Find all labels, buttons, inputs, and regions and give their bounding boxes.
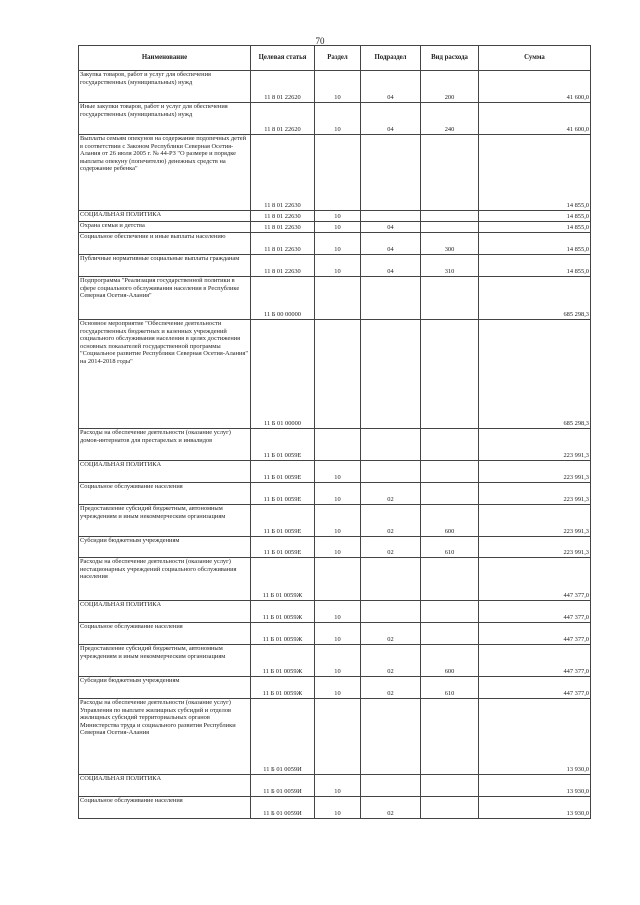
row-expense-type: 600 — [421, 645, 479, 677]
row-name: Субсидии бюджетным учреждениям — [79, 537, 251, 558]
table-row — [79, 623, 591, 645]
row-subsection — [361, 558, 421, 601]
row-expense-type — [421, 483, 479, 505]
row-target-code: 11 Б 01 0059Е — [251, 537, 315, 558]
row-section: 10 — [315, 461, 361, 483]
row-sum: 13 930,0 — [479, 797, 591, 819]
row-expense-type — [421, 601, 479, 623]
row-name: Социальное обеспечение и иные выплаты населению — [79, 233, 251, 255]
row-subsection — [361, 775, 421, 797]
table-row — [79, 601, 591, 623]
row-section: 10 — [315, 483, 361, 505]
budget-table — [78, 45, 591, 819]
row-target-code: 11 8 01 22630 — [251, 255, 315, 277]
row-section — [315, 699, 361, 775]
page-number: 70 — [315, 36, 325, 46]
row-name: Основное мероприятие "Обеспечение деятельности государственных бюджетных и казенных учреждений социального обслуживания населения в целях достижения основных показателей государственной программы "Социальное развитие Республики Северная Осетия-Алания" на 2014-2018 годы" — [79, 320, 251, 429]
row-expense-type: 200 — [421, 71, 479, 103]
row-name: Подпрограмма "Реализация государственной политики в сфере социального обслуживания населения в Республике Северная Осетия-Алания" — [79, 277, 251, 320]
table-row — [79, 505, 591, 537]
header-name: Наименование — [79, 46, 251, 71]
row-target-code: 11 8 01 22630 — [251, 135, 315, 211]
row-expense-type: 610 — [421, 537, 479, 558]
row-subsection: 02 — [361, 537, 421, 558]
row-expense-type — [421, 558, 479, 601]
row-expense-type: 240 — [421, 103, 479, 135]
table-row — [79, 103, 591, 135]
row-expense-type — [421, 135, 479, 211]
row-target-code: 11 8 01 22630 — [251, 222, 315, 233]
row-section: 10 — [315, 71, 361, 103]
row-section: 10 — [315, 211, 361, 222]
row-subsection — [361, 429, 421, 461]
row-sum: 14 855,0 — [479, 222, 591, 233]
table-row — [79, 277, 591, 320]
row-name: Охрана семьи и детства — [79, 222, 251, 233]
table-row — [79, 222, 591, 233]
row-subsection: 04 — [361, 233, 421, 255]
row-target-code: 11 Б 01 0059И — [251, 797, 315, 819]
row-target-code: 11 Б 01 0059Ж — [251, 558, 315, 601]
row-subsection: 04 — [361, 71, 421, 103]
table-row — [79, 645, 591, 677]
row-expense-type — [421, 429, 479, 461]
row-sum: 41 600,0 — [479, 103, 591, 135]
row-name: Социальное обслуживание населения — [79, 623, 251, 645]
row-expense-type — [421, 775, 479, 797]
row-name: Субсидии бюджетным учреждениям — [79, 677, 251, 699]
row-target-code: 11 8 01 22620 — [251, 103, 315, 135]
row-section — [315, 558, 361, 601]
row-sum: 41 600,0 — [479, 71, 591, 103]
row-sum: 447 377,0 — [479, 677, 591, 699]
row-sum: 447 377,0 — [479, 601, 591, 623]
table-row — [79, 255, 591, 277]
row-subsection — [361, 461, 421, 483]
row-section — [315, 135, 361, 211]
row-name: Социальное обслуживание населения — [79, 797, 251, 819]
row-subsection — [361, 601, 421, 623]
row-sum: 223 991,3 — [479, 429, 591, 461]
row-section — [315, 277, 361, 320]
row-expense-type: 310 — [421, 255, 479, 277]
row-expense-type — [421, 623, 479, 645]
table-row — [79, 775, 591, 797]
row-section: 10 — [315, 222, 361, 233]
row-sum: 447 377,0 — [479, 623, 591, 645]
table-row — [79, 429, 591, 461]
row-expense-type: 600 — [421, 505, 479, 537]
row-section: 10 — [315, 645, 361, 677]
table-row — [79, 233, 591, 255]
row-name: Выплаты семьям опекунов на содержание подопечных детей в соответствии с Законом Республики Северная Осетия-Алания от 26 июля 2005 г. № 44-РЗ "О размере и порядке выплаты опекуну (попечителю) денежных средств на содержание ребенка" — [79, 135, 251, 211]
table-row — [79, 797, 591, 819]
row-sum: 685 298,3 — [479, 320, 591, 429]
header-section: Раздел — [315, 46, 361, 71]
row-target-code: 11 Б 01 0059Ж — [251, 677, 315, 699]
table-row — [79, 483, 591, 505]
row-subsection: 02 — [361, 645, 421, 677]
table-row — [79, 677, 591, 699]
row-name: Расходы на обеспечение деятельности (оказание услуг) Управления по выплате жилищных субсидий и отделов жилищных субсидий территориальных органов Министерства труда и социального развития Республики Северная Осетия-Алания — [79, 699, 251, 775]
row-target-code: 11 Б 01 0059Е — [251, 461, 315, 483]
row-subsection — [361, 277, 421, 320]
row-target-code: 11 Б 01 0059Ж — [251, 601, 315, 623]
row-section: 10 — [315, 537, 361, 558]
row-section: 10 — [315, 797, 361, 819]
row-target-code: 11 Б 01 0059Е — [251, 483, 315, 505]
row-sum: 14 855,0 — [479, 211, 591, 222]
table-row — [79, 71, 591, 103]
row-target-code: 11 Б 01 0059И — [251, 775, 315, 797]
table-header-row — [79, 46, 591, 71]
row-name: Предоставление субсидий бюджетным, автономным учреждениям и иным некоммерческим организациям — [79, 505, 251, 537]
row-subsection: 02 — [361, 505, 421, 537]
row-sum: 447 377,0 — [479, 558, 591, 601]
row-section: 10 — [315, 103, 361, 135]
row-expense-type — [421, 461, 479, 483]
row-expense-type — [421, 699, 479, 775]
row-target-code: 11 8 01 22630 — [251, 211, 315, 222]
row-sum: 685 298,3 — [479, 277, 591, 320]
row-subsection — [361, 699, 421, 775]
row-target-code: 11 Б 01 0059Ж — [251, 645, 315, 677]
row-sum: 447 377,0 — [479, 645, 591, 677]
header-subsection: Подраздел — [361, 46, 421, 71]
row-subsection: 04 — [361, 222, 421, 233]
row-sum: 14 855,0 — [479, 255, 591, 277]
header-code: Целевая статья — [251, 46, 315, 71]
row-sum: 223 991,3 — [479, 505, 591, 537]
row-expense-type — [421, 211, 479, 222]
row-sum: 14 855,0 — [479, 233, 591, 255]
row-name: Публичные нормативные социальные выплаты гражданам — [79, 255, 251, 277]
table-row — [79, 699, 591, 775]
row-section: 10 — [315, 505, 361, 537]
row-expense-type — [421, 222, 479, 233]
row-name: СОЦИАЛЬНАЯ ПОЛИТИКА — [79, 211, 251, 222]
row-name: Расходы на обеспечение деятельности (оказание услуг) нестационарных учреждений социального обслуживания населения — [79, 558, 251, 601]
row-target-code: 11 Б 01 0059Е — [251, 505, 315, 537]
table-row — [79, 461, 591, 483]
row-expense-type: 610 — [421, 677, 479, 699]
row-name: СОЦИАЛЬНАЯ ПОЛИТИКА — [79, 601, 251, 623]
row-section: 10 — [315, 255, 361, 277]
row-subsection — [361, 135, 421, 211]
row-expense-type — [421, 277, 479, 320]
row-target-code: 11 Б 01 0059Е — [251, 429, 315, 461]
row-target-code: 11 Б 01 0059И — [251, 699, 315, 775]
row-name: СОЦИАЛЬНАЯ ПОЛИТИКА — [79, 461, 251, 483]
row-sum: 223 991,3 — [479, 483, 591, 505]
table-body — [79, 71, 591, 819]
row-section: 10 — [315, 775, 361, 797]
row-target-code: 11 Б 01 00000 — [251, 320, 315, 429]
row-name: Предоставление субсидий бюджетным, автономным учреждениям и иным некоммерческим организациям — [79, 645, 251, 677]
row-name: Иные закупки товаров, работ и услуг для обеспечения государственных (муниципальных) нужд — [79, 103, 251, 135]
table-row — [79, 320, 591, 429]
row-sum: 13 930,0 — [479, 775, 591, 797]
row-target-code: 11 Б 00 00000 — [251, 277, 315, 320]
row-expense-type — [421, 320, 479, 429]
row-section: 10 — [315, 233, 361, 255]
row-target-code: 11 8 01 22630 — [251, 233, 315, 255]
row-subsection — [361, 211, 421, 222]
row-subsection: 04 — [361, 255, 421, 277]
table-row — [79, 135, 591, 211]
row-section — [315, 429, 361, 461]
header-expense-type: Вид расхода — [421, 46, 479, 71]
row-subsection: 04 — [361, 103, 421, 135]
row-name: Социальное обслуживание населения — [79, 483, 251, 505]
row-name: СОЦИАЛЬНАЯ ПОЛИТИКА — [79, 775, 251, 797]
row-sum: 223 991,3 — [479, 461, 591, 483]
row-subsection: 02 — [361, 677, 421, 699]
table-row — [79, 211, 591, 222]
row-target-code: 11 8 01 22620 — [251, 71, 315, 103]
header-sum: Сумма — [479, 46, 591, 71]
row-name: Расходы на обеспечение деятельности (оказание услуг) домов-интернатов для престарелых и инвалидов — [79, 429, 251, 461]
row-subsection: 02 — [361, 623, 421, 645]
row-sum: 223 991,3 — [479, 537, 591, 558]
row-section: 10 — [315, 601, 361, 623]
row-section — [315, 320, 361, 429]
row-name: Закупка товаров, работ и услуг для обеспечения государственных (муниципальных) нужд — [79, 71, 251, 103]
row-subsection: 02 — [361, 797, 421, 819]
row-target-code: 11 Б 01 0059Ж — [251, 623, 315, 645]
row-section: 10 — [315, 623, 361, 645]
table-row — [79, 537, 591, 558]
row-expense-type — [421, 797, 479, 819]
row-expense-type: 300 — [421, 233, 479, 255]
table-row — [79, 558, 591, 601]
row-sum: 13 930,0 — [479, 699, 591, 775]
row-sum: 14 855,0 — [479, 135, 591, 211]
row-section: 10 — [315, 677, 361, 699]
row-subsection: 02 — [361, 483, 421, 505]
row-subsection — [361, 320, 421, 429]
